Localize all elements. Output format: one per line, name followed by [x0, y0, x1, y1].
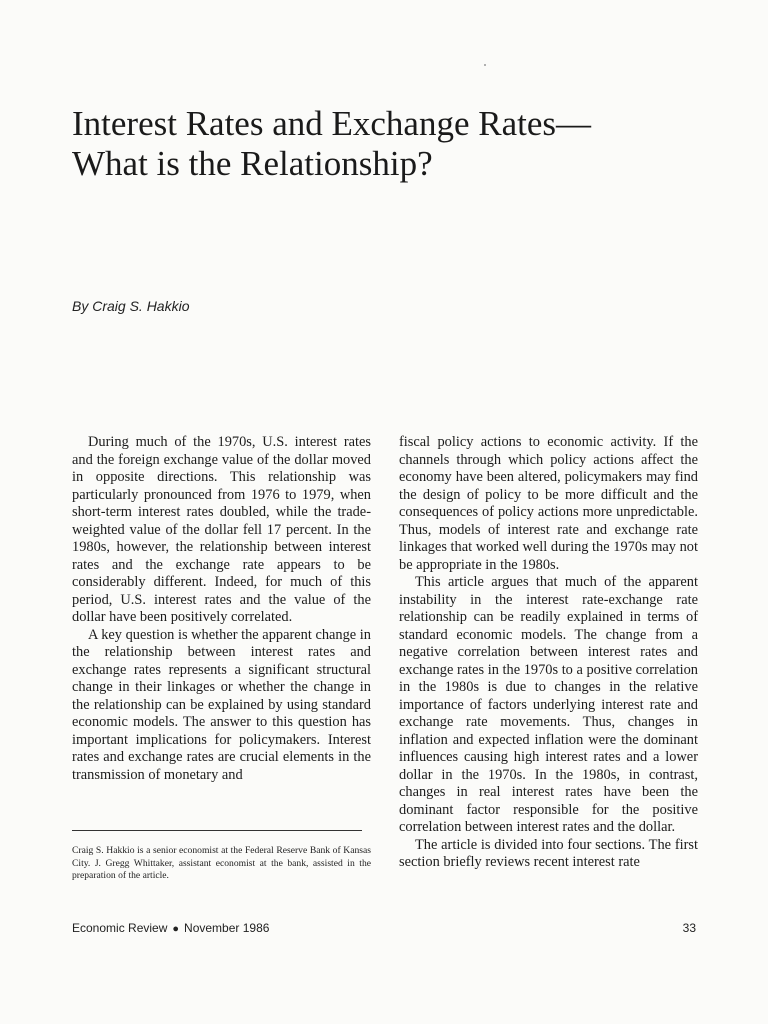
footer-date: November 1986 [184, 921, 270, 935]
author-footnote: Craig S. Hakkio is a senior economist at the Federal Reserve Bank of Kansas City. J. Gregg Whittaker, assistant economist at the bank, assisted in the preparation of the article. [72, 845, 371, 881]
scan-speck [484, 64, 486, 66]
body-column-left [72, 434, 371, 784]
page-number: 33 [682, 921, 696, 935]
footer-publication: Economic Review [72, 921, 168, 935]
author-byline: By Craig S. Hakkio [72, 298, 190, 314]
title-line-1: Interest Rates and Exchange Rates— [72, 104, 591, 143]
body-paragraph: A key question is whether the apparent change in the relationship between interest rates and exchange rates represents a significant structural change in their linkages or whether the change in the relationship can be explained by using standard economic models. The answer to this question has important implications for policymakers. Interest rates and exchange rates are crucial elements in the transmission of monetary and [72, 626, 371, 783]
body-paragraph: The article is divided into four sections. The first section briefly reviews recent interest rate [399, 836, 698, 870]
body-paragraph: fiscal policy actions to economic activity. If the channels through which policy actions affect the economy have been altered, policymakers may find the design of policy to be more difficult and the consequences of policy actions more unpredictable. Thus, models of interest rate and exchange rate linkages that worked well during the 1970s may not be appropriate in the 1980s. [399, 434, 698, 573]
body-paragraph: During much of the 1970s, U.S. interest rates and the foreign exchange value of the dollar moved in opposite directions. This relationship was particularly pronounced from 1976 to 1979, when short-term interest rates doubled, while the trade-weighted value of the dollar fell 17 percent. In the 1980s, however, the relationship between interest rates and the exchange rate appears to be considerably different. Indeed, for much of this period, U.S. interest rates and the value of the dollar have been positively correlated. [72, 434, 371, 625]
footnote-divider [72, 830, 362, 831]
bullet-icon: ● [172, 923, 180, 935]
article-title [72, 104, 712, 184]
body-paragraph: This article argues that much of the apparent instability in the interest rate-exchange rate relationship can be readily explained in terms of standard economic models. The change from a negative correlation between interest rates and exchange rates in the 1970s to a positive correlation in the 1980s is due to changes in the relative importance of factors underlying interest rate and exchange rate movements. Thus, changes in inflation and expected inflation were the dominant influences causing high interest rates and a lower dollar in the 1970s. In the 1980s, in contrast, changes in real interest rates have been the dominant factor responsible for the positive correlation between interest rates and the dollar. [399, 574, 698, 835]
running-footer [72, 921, 269, 935]
title-line-2: What is the Relationship? [72, 144, 433, 183]
body-column-right [399, 434, 698, 872]
